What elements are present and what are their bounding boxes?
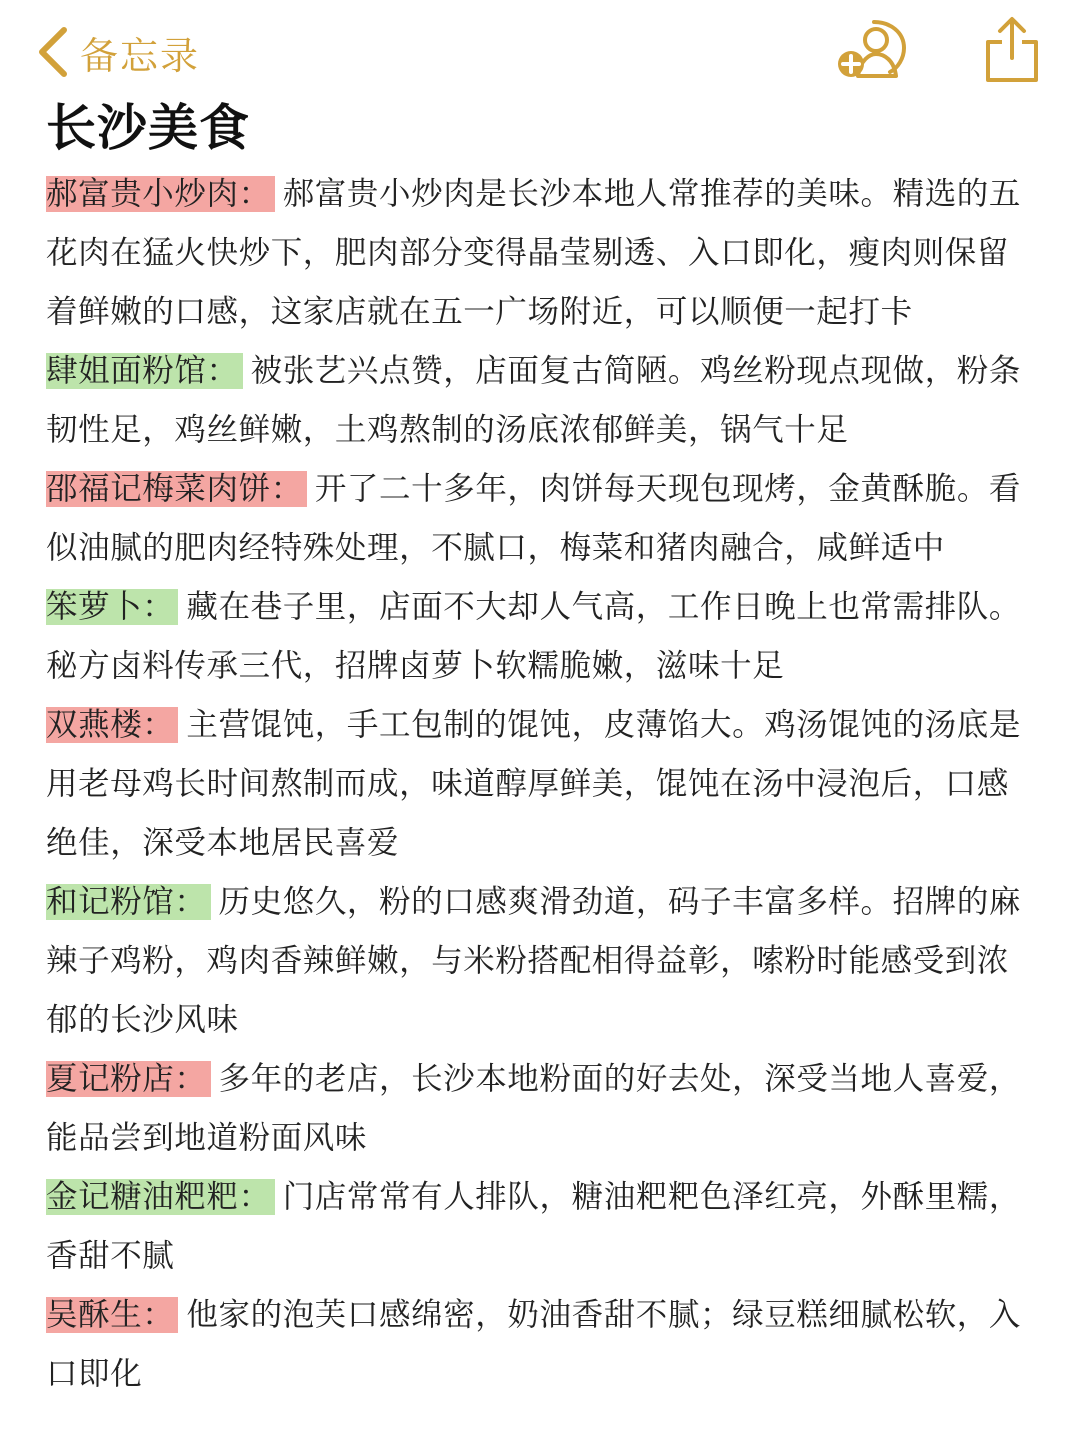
note-entry — [46, 1168, 1040, 1286]
entry-name-highlight: 夏记粉店： — [46, 1061, 211, 1097]
entry-name-highlight: 肆姐面粉馆： — [46, 353, 243, 389]
chevron-left-icon — [34, 24, 72, 80]
note-entry — [46, 873, 1040, 1050]
entry-text: 门店常常有人排队，糖油粑粑色泽红亮，外酥里糯，香甜不腻 — [46, 1179, 1022, 1274]
entry-text: 开了二十多年，肉饼每天现包现烤，金黄酥脆。看似油腻的肥肉经特殊处理，不腻口，梅菜和猪肉融合，咸鲜适中 — [46, 471, 1022, 566]
entry-text: 主营馄饨，手工包制的馄饨，皮薄馅大。鸡汤馄饨的汤底是用老母鸡长时间熬制而成，味道醇厚鲜美，馄饨在汤中浸泡后，口感绝佳，深受本地居民喜爱 — [46, 707, 1022, 861]
entry-text: 郝富贵小炒肉是长沙本地人常推荐的美味。精选的五花肉在猛火快炒下，肥肉部分变得晶莹剔透、入口即化，瘦肉则保留着鲜嫩的口感，这家店就在五一广场附近，可以顺便一起打卡 — [46, 176, 1022, 330]
entry-name-highlight: 双燕楼： — [46, 707, 178, 743]
entry-text: 多年的老店，长沙本地粉面的好去处，深受当地人喜爱，能品尝到地道粉面风味 — [46, 1061, 1022, 1156]
note-entry — [46, 696, 1040, 873]
navigation-bar — [0, 0, 1080, 92]
note-entry — [46, 578, 1040, 696]
note-entry — [46, 460, 1040, 578]
entry-text: 历史悠久，粉的口感爽滑劲道，码子丰富多样。招牌的麻辣子鸡粉，鸡肉香辣鲜嫩，与米粉搭配相得益彰，嗦粉时能感受到浓郁的长沙风味 — [46, 884, 1022, 1038]
note-entry — [46, 1286, 1040, 1404]
entry-name-highlight: 吴酥生： — [46, 1297, 178, 1333]
entry-name-highlight: 和记粉馆： — [46, 884, 211, 920]
back-label: 备忘录 — [80, 33, 201, 78]
entry-name-highlight: 邵福记梅菜肉饼： — [46, 471, 307, 507]
entry-name-highlight: 笨萝卜： — [46, 589, 178, 625]
note-entry — [46, 165, 1040, 342]
note-entry — [46, 1050, 1040, 1168]
entry-text: 他家的泡芙口感绵密，奶油香甜不腻；绿豆糕细腻松软，入口即化 — [46, 1297, 1022, 1392]
add-person-icon[interactable] — [834, 18, 912, 82]
note-entry — [46, 342, 1040, 460]
note-title: 长沙美食 — [46, 99, 250, 157]
entry-text: 被张艺兴点赞，店面复古简陋。鸡丝粉现点现做，粉条韧性足，鸡丝鲜嫩，土鸡熬制的汤底浓郁鲜美，锅气十足 — [46, 353, 1022, 448]
entry-text: 藏在巷子里，店面不大却人气高，工作日晚上也常需排队。秘方卤料传承三代，招牌卤萝卜软糯脆嫩，滋味十足 — [46, 589, 1022, 684]
share-icon[interactable] — [980, 14, 1044, 84]
back-button[interactable] — [34, 24, 200, 80]
note-body[interactable] — [46, 165, 1040, 1404]
entry-name-highlight: 郝富贵小炒肉： — [46, 176, 275, 212]
entry-name-highlight: 金记糖油粑粑： — [46, 1179, 275, 1215]
